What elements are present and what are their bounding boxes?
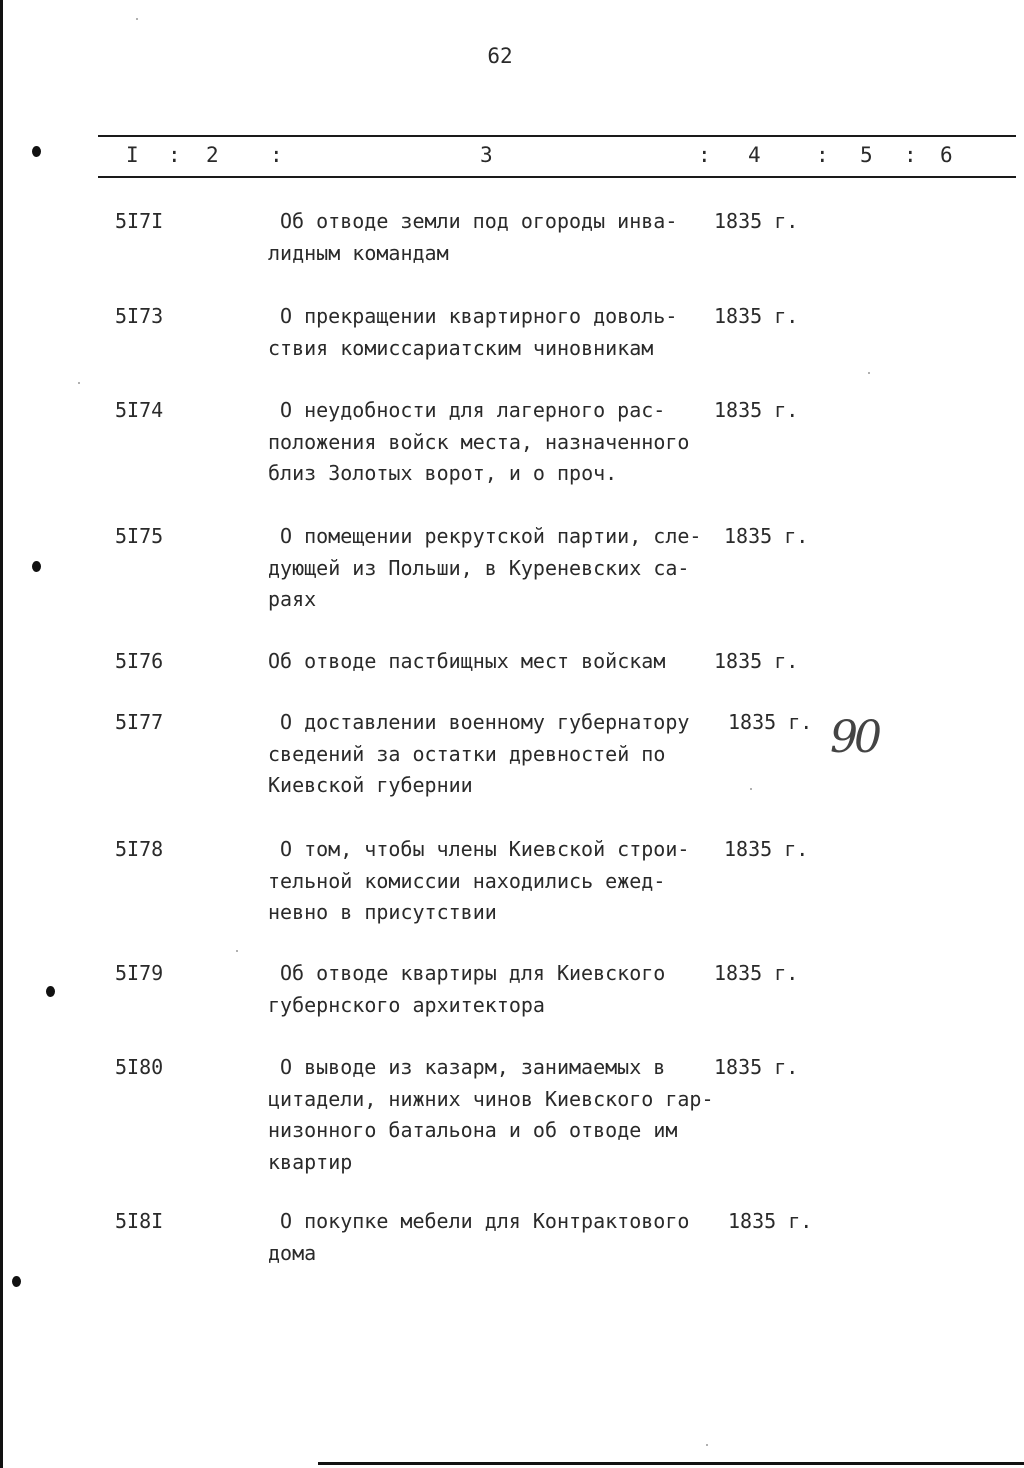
item-number: 5I80 <box>115 1055 164 1079</box>
item-description: Об отводе земли под огороды инва- лидным командам <box>268 209 678 265</box>
scan-edge <box>0 0 3 1468</box>
col-header-5: 5 <box>860 143 873 167</box>
item-year: 1835 г. <box>724 837 809 861</box>
item-description: Об отводе пастбищных мест войскам <box>268 649 666 673</box>
col-sep: : <box>816 143 829 167</box>
item-number: 5I79 <box>115 961 164 985</box>
table-header <box>98 143 1016 171</box>
item-description: О доставлении военному губернатору сведений за остатки древностей по Киевской губернии <box>268 710 690 797</box>
item-year: 1835 г. <box>714 649 799 673</box>
punch-hole <box>32 146 41 157</box>
header-top-rule <box>98 135 1016 137</box>
col-header-4: 4 <box>748 143 761 167</box>
scan-speck <box>706 1444 708 1446</box>
scan-speck <box>236 950 238 952</box>
scan-speck <box>136 18 138 20</box>
col-header-2: 2 <box>206 143 219 167</box>
item-year: 1835 г. <box>714 304 799 328</box>
col-sep: : <box>168 143 181 167</box>
item-number: 5I73 <box>115 304 164 328</box>
item-description: О прекращении квартирного доволь- ствия комиссариатским чиновникам <box>268 304 678 360</box>
scan-speck <box>750 788 752 790</box>
item-description: О покупке мебели для Контрактового дома <box>268 1209 690 1265</box>
scan-bottom-edge <box>318 1462 1024 1465</box>
item-number: 5I7I <box>115 209 164 233</box>
scan-speck <box>868 372 870 374</box>
item-description: О том, чтобы члены Киевской строи- тельной комиссии находились ежед- невно в присутствии <box>268 837 690 924</box>
item-number: 5I78 <box>115 837 164 861</box>
item-description: О выводе из казарм, занимаемых в цитадели, нижних чинов Киевского гар- низонного батальона и об отводе им квартир <box>268 1055 714 1174</box>
item-number: 5I76 <box>115 649 164 673</box>
item-year: 1835 г. <box>714 398 799 422</box>
col-sep: : <box>698 143 711 167</box>
item-number: 5I75 <box>115 524 164 548</box>
item-number: 5I8I <box>115 1209 164 1233</box>
item-year: 1835 г. <box>728 1209 813 1233</box>
item-year: 1835 г. <box>728 710 813 734</box>
scan-speck <box>78 382 80 384</box>
item-description: Об отводе квартиры для Киевского губернского архитектора <box>268 961 666 1017</box>
item-year: 1835 г. <box>724 524 809 548</box>
item-year: 1835 г. <box>714 1055 799 1079</box>
item-description: О помещении рекрутской партии, сле- дующей из Польши, в Куреневских са- раях <box>268 524 702 611</box>
punch-hole <box>46 986 55 997</box>
item-description: О неудобности для лагерного рас- положения войск места, назначенного близ Золотых ворот, и о проч. <box>268 398 690 485</box>
item-number: 5I74 <box>115 398 164 422</box>
col-header-3: 3 <box>480 143 493 167</box>
page-number: 62 <box>487 44 513 68</box>
punch-hole <box>32 561 41 572</box>
item-year: 1835 г. <box>714 209 799 233</box>
col-sep: : <box>904 143 917 167</box>
punch-hole <box>12 1276 21 1287</box>
col-header-6: 6 <box>940 143 953 167</box>
item-number: 5I77 <box>115 710 164 734</box>
header-bottom-rule <box>98 176 1016 178</box>
col-header-1: I <box>126 143 139 167</box>
item-year: 1835 г. <box>714 961 799 985</box>
handwritten-folio-number: 90 <box>830 712 878 763</box>
col-sep: : <box>270 143 283 167</box>
